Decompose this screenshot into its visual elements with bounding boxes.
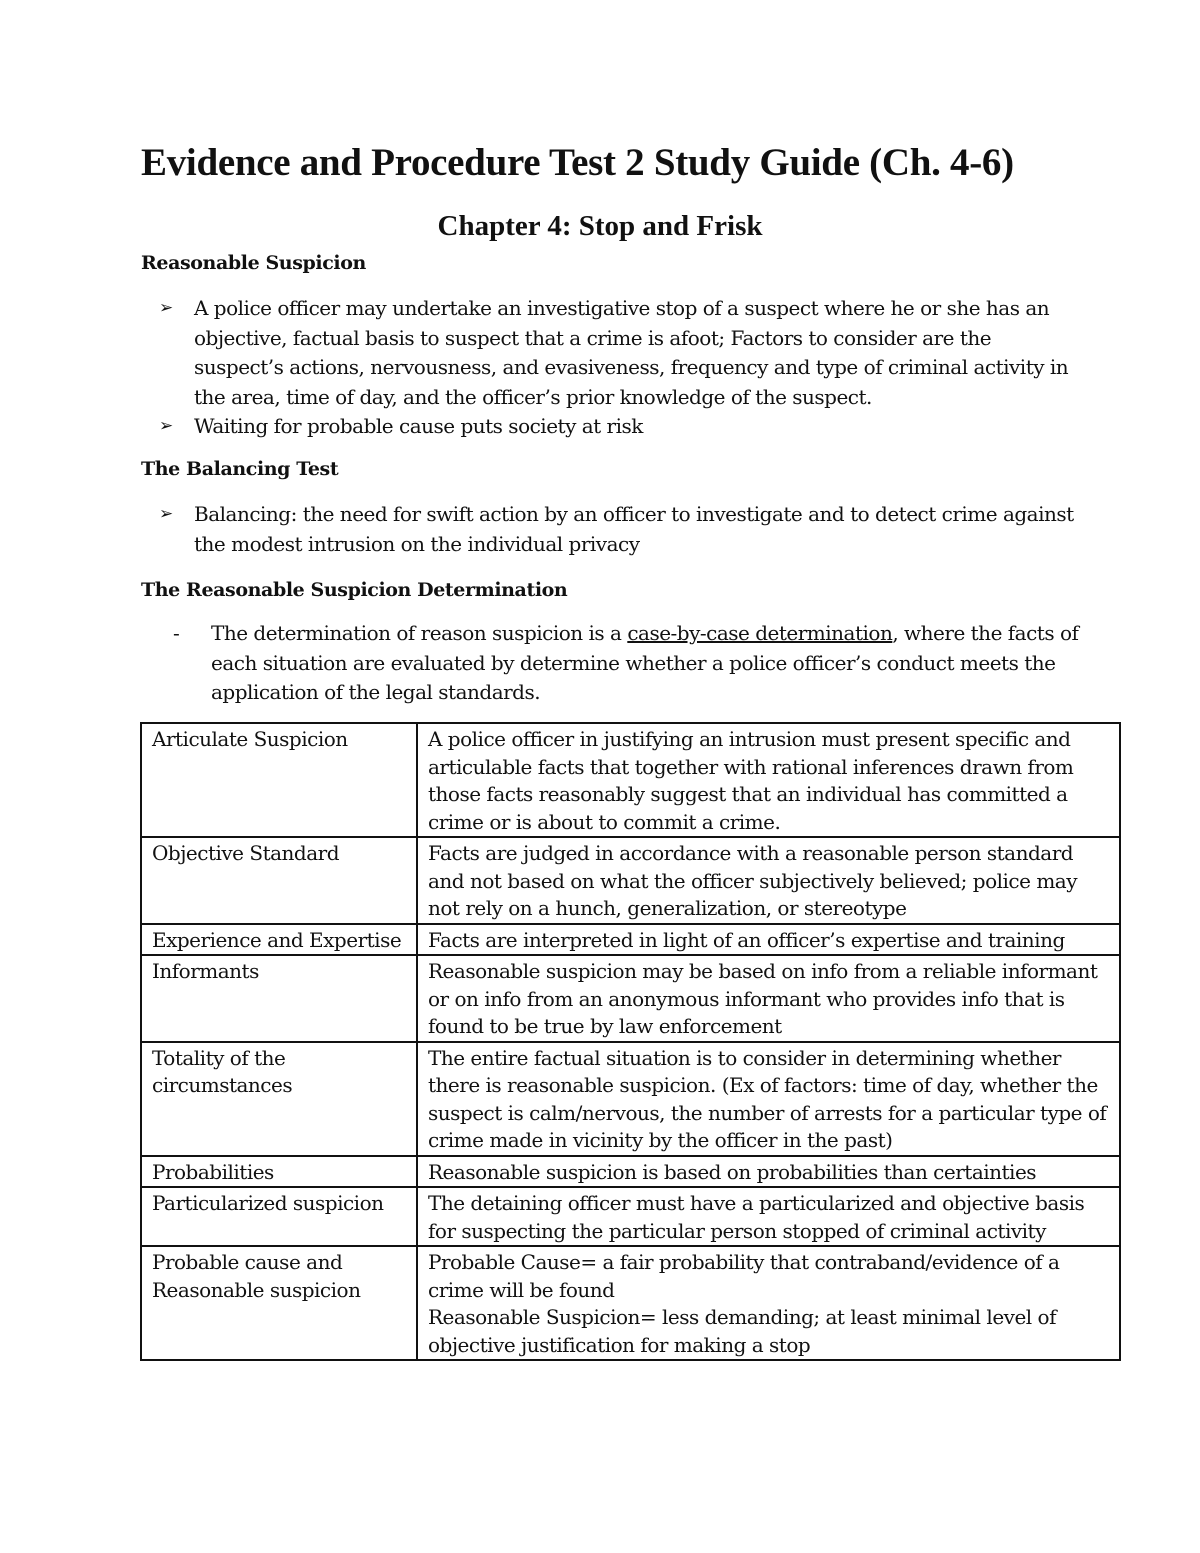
table-cell-definition: Facts are interpreted in light of an officer’s expertise and training: [417, 924, 1120, 956]
reasonable-suspicion-table: [140, 722, 1121, 1361]
table-cell-term: Objective Standard: [141, 837, 417, 924]
table-cell-term: Probabilities: [141, 1156, 417, 1188]
underlined-term: case-by-case determination: [627, 621, 893, 645]
table-cell-term: Informants: [141, 955, 417, 1042]
table-row: [141, 955, 1120, 1042]
table-row: [141, 723, 1120, 837]
table-cell-term: Totality of the circumstances: [141, 1042, 417, 1156]
table-cell-definition: Facts are judged in accordance with a reasonable person standard and not based on what the officer subjectively believed; police may not rely on a hunch, generalization, or stereotype: [417, 837, 1120, 924]
balancing-test-list: [141, 500, 1081, 559]
table-cell-definition: Reasonable suspicion is based on probabilities than certainties: [417, 1156, 1120, 1188]
section-heading-balancing-test: The Balancing Test: [141, 458, 339, 480]
document-title: Evidence and Procedure Test 2 Study Guide (Ch. 4-6): [141, 141, 1014, 184]
list-item-text-end: , where the facts of each situation are evaluated by determine whether a police officer’s conduct meets the application of the legal standards.: [211, 621, 1079, 704]
definition-line: Probable Cause= a fair probability that contraband/evidence of a crime will be found: [428, 1250, 1060, 1302]
table-row: [141, 837, 1120, 924]
arrow-bullet-icon: ➢: [159, 416, 173, 436]
table-cell-definition: A police officer in justifying an intrusion must present specific and articulable facts that together with rational inferences drawn from those facts reasonably suggest that an individual has committed a crime or is about to commit a crime.: [417, 723, 1120, 837]
list-item: [141, 500, 1081, 559]
list-item-text-start: The determination of reason suspicion is a: [211, 621, 628, 645]
table-row: [141, 1246, 1120, 1360]
arrow-bullet-icon: ➢: [159, 298, 173, 318]
table-cell-definition: Reasonable suspicion may be based on info from a reliable informant or on info from an anonymous informant who provides info that is found to be true by law enforcement: [417, 955, 1120, 1042]
determination-list: [141, 619, 1081, 708]
list-item-text: Waiting for probable cause puts society at risk: [194, 414, 643, 438]
section-heading-determination: The Reasonable Suspicion Determination: [141, 579, 568, 601]
table-cell-definition: The entire factual situation is to consider in determining whether there is reasonable suspicion. (Ex of factors: time of day, whether the suspect is calm/nervous, the number of arrests for a particular type of crime made in vicinity by the officer in the past): [417, 1042, 1120, 1156]
table-cell-definition: [417, 1246, 1120, 1360]
chapter-title: Chapter 4: Stop and Frisk: [437, 210, 763, 242]
list-item-text: Balancing: the need for swift action by an officer to investigate and to detect crime against the modest intrusion on the individual privacy: [194, 502, 1074, 556]
table-cell-definition: The detaining officer must have a particularized and objective basis for suspecting the particular person stopped of criminal activity: [417, 1187, 1120, 1246]
table-row: [141, 1042, 1120, 1156]
table-cell-term: Probable cause and Reasonable suspicion: [141, 1246, 417, 1360]
section-heading-reasonable-suspicion: Reasonable Suspicion: [141, 252, 366, 274]
definition-line: Reasonable Suspicion= less demanding; at least minimal level of objective justification for making a stop: [428, 1305, 1056, 1357]
list-item-text: A police officer may undertake an investigative stop of a suspect where he or she has an objective, factual basis to suspect that a crime is afoot; Factors to consider are the suspect’s actions, nervousness, and evasiveness, frequency and type of criminal activity in the area, time of day, and the officer’s prior knowledge of the suspect.: [194, 296, 1069, 409]
arrow-bullet-icon: ➢: [159, 504, 173, 524]
reasonable-suspicion-list: [141, 294, 1081, 442]
table-cell-term: Particularized suspicion: [141, 1187, 417, 1246]
list-item: [141, 294, 1081, 412]
list-item: [141, 412, 1081, 442]
table-row: [141, 1156, 1120, 1188]
table-cell-term: Experience and Expertise: [141, 924, 417, 956]
table-row: [141, 924, 1120, 956]
dash-bullet-icon: -: [173, 621, 180, 645]
table-row: [141, 1187, 1120, 1246]
table-cell-term: Articulate Suspicion: [141, 723, 417, 837]
list-item: [141, 619, 1081, 708]
